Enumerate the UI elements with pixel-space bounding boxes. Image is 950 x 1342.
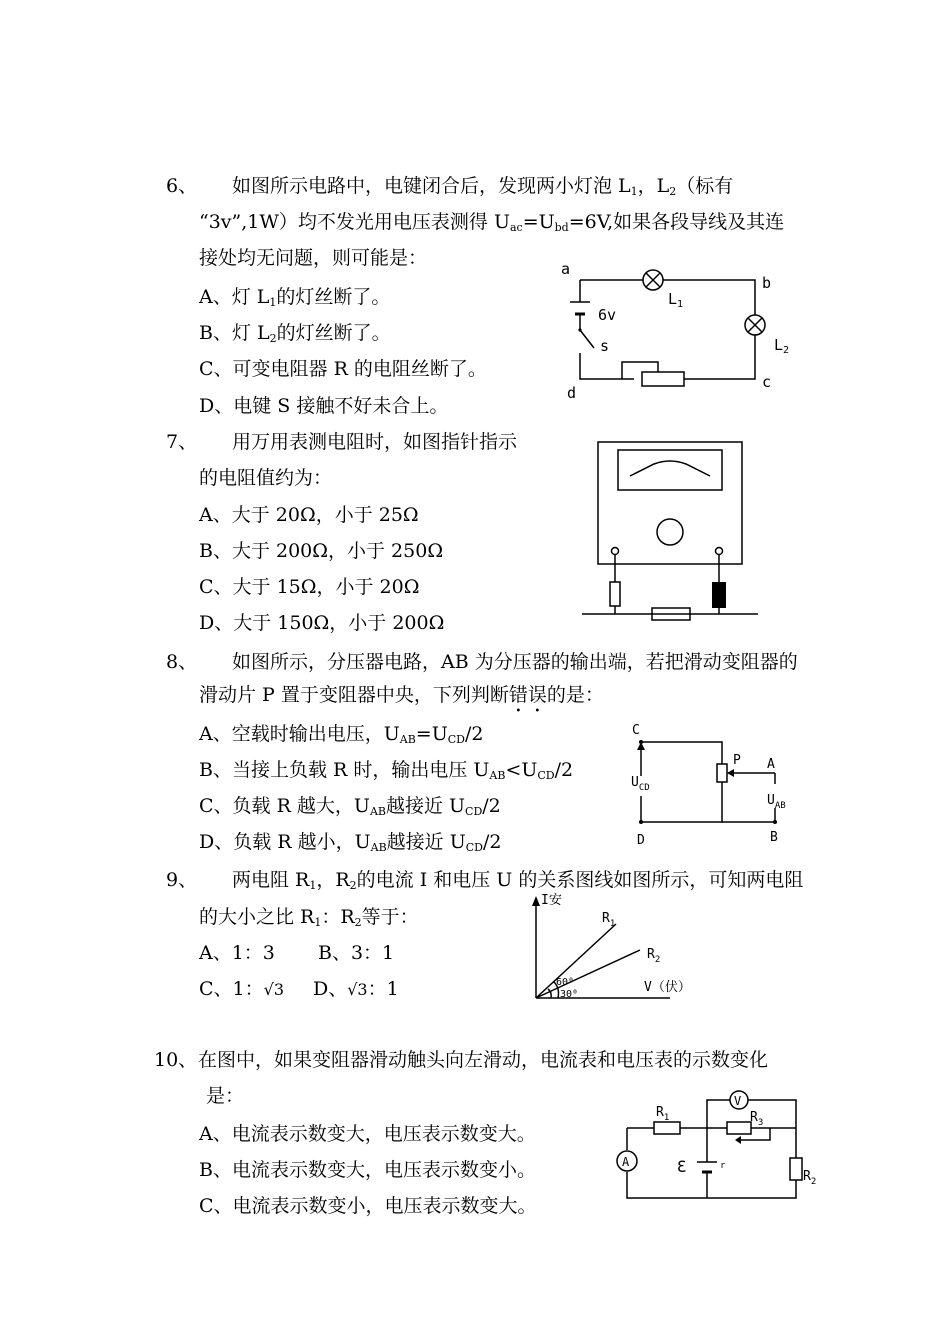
q7-option-d: D、大于 150Ω，小于 200Ω <box>199 612 445 634</box>
q6-rheostat-icon <box>622 362 684 386</box>
q6-label-switch: s <box>600 337 610 355</box>
q6-option-b: B、灯 $L_2$的灯丝断了。 <box>199 322 391 345</box>
q7-knob-icon <box>657 519 683 545</box>
q8-label-p: P <box>733 753 741 768</box>
q7-probe-right <box>712 582 726 608</box>
q10-label-r1: $R_1$ <box>656 1105 670 1123</box>
q7-number: 7、 <box>166 431 198 453</box>
q9-option-b: B、3：1 <box>318 942 395 964</box>
q9-line-r1 <box>536 924 616 998</box>
q8-label-uab: $U_{AB}$ <box>767 793 786 811</box>
q8-option-b: B、当接上负载 R 时，输出电压 $U_{AB}<U_{CD}/2$ <box>199 759 574 782</box>
q6-label-a: a <box>561 260 571 278</box>
q10-resistor-r1 <box>654 1122 680 1134</box>
q9-y-axis-label: I安 <box>541 893 562 908</box>
q7-option-c: C、大于 15Ω，小于 20Ω <box>199 576 420 598</box>
q9-option-c: C、1：√3 <box>199 978 285 1000</box>
q10-option-c: C、电流表示数变小，电压表示数变大。 <box>199 1195 537 1217</box>
q7-probe-left <box>610 582 620 606</box>
q10-option-a: A、电流表示数变大，电压表示数变大。 <box>199 1123 536 1145</box>
q9-line-r2 <box>536 950 640 998</box>
q9-option-a: A、1：3 <box>199 942 275 964</box>
q10-number: 10、 <box>154 1049 198 1071</box>
q8-option-d: D、负载 R 越小，$U_{AB}$越接近 $U_{CD}/2$ <box>199 831 502 854</box>
q7-option-b: B、大于 200Ω，小于 250Ω <box>199 540 444 562</box>
q6-label-b: b <box>762 274 772 292</box>
q10-option-b: B、电流表示数变大，电压表示数变小。 <box>199 1159 536 1181</box>
q7-option-a: A、大于 20Ω，小于 25Ω <box>199 504 419 526</box>
q6-lamp-l1-icon <box>643 270 663 290</box>
q9-label-r2: $R_2$ <box>647 947 661 965</box>
q6-option-a: A、灯 $L_1$的灯丝断了。 <box>199 286 391 309</box>
q9-angle-30: 30⁰ <box>560 989 579 1000</box>
q8-label-a: A <box>767 757 775 772</box>
q8-label-d: D <box>637 833 645 848</box>
q6-line1: 如图所示电路中，电键闭合后，发现两小灯泡 $L_1$，$L_2$（标有 <box>232 175 734 198</box>
q10-label-r-internal: r <box>720 1161 726 1171</box>
q6-battery-icon <box>570 302 590 314</box>
q6-switch-icon <box>578 328 594 348</box>
q10-line2: 是： <box>206 1085 245 1107</box>
q8-option-c: C、负载 R 越大，$U_{AB}$越接近 $U_{CD}/2$ <box>199 795 501 818</box>
q6-label-l1: $L_1$ <box>668 290 684 310</box>
q10-rheostat-r3 <box>727 1122 751 1134</box>
q10-circuit-figure <box>610 1088 830 1208</box>
q7-terminal-right <box>716 548 723 555</box>
q10-label-emf: Ɛ <box>677 1157 687 1176</box>
q9-label-r1: $R_1$ <box>602 911 616 929</box>
q6-option-d: D、电键 S 接触不好未合上。 <box>199 395 449 417</box>
q10-label-r2: $R_2$ <box>803 1169 817 1187</box>
q9-x-axis-label: V（伏） <box>644 980 691 995</box>
q10-line1: 在图中，如果变阻器滑动触头向左滑动，电流表和电压表的示数变化 <box>198 1049 769 1071</box>
q9-iv-graph <box>520 888 720 1003</box>
q7-line1: 用万用表测电阻时，如图指针指示 <box>232 431 518 453</box>
q6-line3: 接处均无问题，则可能是： <box>199 247 428 269</box>
q6-number: 6、 <box>166 175 198 197</box>
q8-divider-figure <box>625 720 795 850</box>
q10-ammeter-icon <box>617 1151 637 1171</box>
q6-circuit-figure <box>550 258 810 408</box>
q8-option-a: A、空载时输出电压，$U_{AB}=U_{CD}/2$ <box>199 723 484 746</box>
q9-option-d: D、√3：1 <box>313 978 399 1000</box>
q8-label-b: B <box>770 830 778 845</box>
q6-label-battery: 6v <box>598 306 617 324</box>
q8-number: 8、 <box>166 651 198 673</box>
svg-text:V: V <box>734 1094 742 1108</box>
q6-lamp-l2-icon <box>745 315 765 335</box>
q10-resistor-r2 <box>790 1158 802 1180</box>
q7-dial-scale <box>630 461 710 476</box>
q6-line2: “3v”,1W）均不发光用电压表测得 $U_{ac}=U_{bd}=6V$,如果各段导线及其连 <box>199 211 785 234</box>
q6-label-l2: $L_2$ <box>774 336 790 356</box>
q10-label-r3: $R_3$ <box>750 1110 764 1128</box>
q10-voltmeter-icon <box>730 1091 748 1109</box>
q8-label-ucd: $U_{CD}$ <box>631 775 650 793</box>
q9-line2: 的大小之比 $R_1$：$R_2$等于： <box>199 906 419 929</box>
q6-option-c: C、可变电阻器 R 的电阻丝断了。 <box>199 358 487 380</box>
q8-rheostat <box>717 764 727 782</box>
q6-label-d: d <box>567 384 577 402</box>
q7-terminal-left <box>612 548 619 555</box>
q7-multimeter-figure <box>578 438 768 623</box>
q8-line1: 如图所示，分压器电路，AB 为分压器的输出端，若把滑动变阻器的 <box>232 651 798 673</box>
q9-line1: 两电阻 $R_1$，$R_2$的电流 I 和电压 U 的关系图线如图所示，可知两电阻 <box>232 869 804 892</box>
q9-number: 9、 <box>166 869 198 891</box>
q8-label-c: C <box>632 723 640 738</box>
q8-line2: 滑动片 P 置于变阻器中央，下列判断错误的是： <box>199 684 604 706</box>
svg-text:A: A <box>622 1155 630 1169</box>
q9-angle-60: 60⁰ <box>556 977 575 988</box>
q6-label-c: c <box>762 373 772 391</box>
q10-battery-icon <box>697 1162 717 1172</box>
q7-line2: 的电阻值约为： <box>199 467 333 489</box>
